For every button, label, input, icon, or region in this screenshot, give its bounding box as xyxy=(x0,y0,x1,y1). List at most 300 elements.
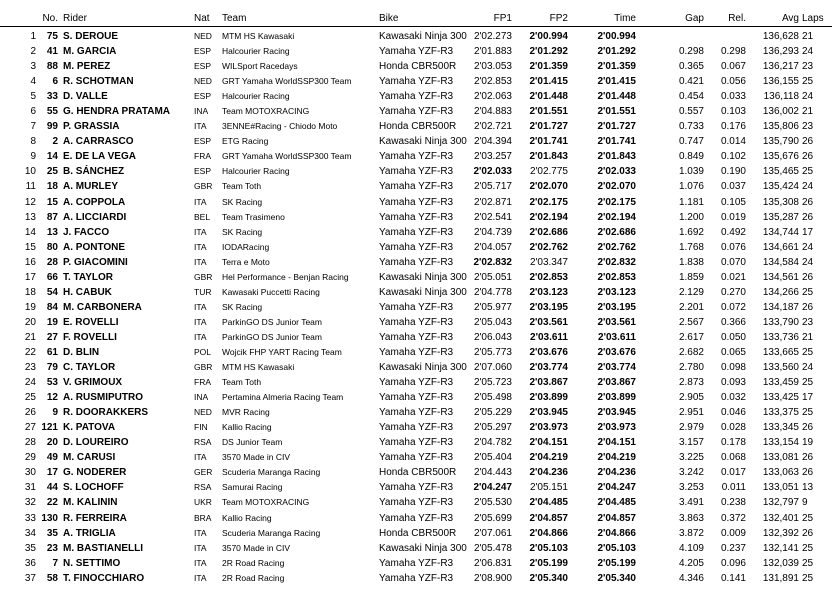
position-cell: 11 xyxy=(25,181,36,193)
relative-gap-cell: 0.056 xyxy=(720,76,746,88)
relative-gap-cell: 0.103 xyxy=(720,106,746,118)
team-cell: SK Racing xyxy=(222,301,263,312)
fp1-time-cell: 2'04.739 xyxy=(473,226,512,238)
rider-name-cell: R. DOORAKKERS xyxy=(63,407,149,419)
table-row xyxy=(0,556,832,571)
gap-cell: 0.298 xyxy=(678,46,704,58)
relative-gap-cell: 0.176 xyxy=(720,121,746,133)
header-fp2: FP2 xyxy=(549,13,568,24)
table-row xyxy=(0,149,832,164)
fp1-time-cell: 2'02.541 xyxy=(473,211,512,223)
team-cell: MTM HS Kawasaki xyxy=(222,31,295,41)
average-speed-cell: 133,459 xyxy=(762,377,799,389)
position-cell: 13 xyxy=(24,211,36,223)
laps-cell: 13 xyxy=(802,482,814,494)
laps-cell: 26 xyxy=(802,452,814,464)
table-row xyxy=(0,44,832,59)
average-speed-cell: 134,661 xyxy=(762,241,799,253)
fp2-time-cell: 2'01.292 xyxy=(529,46,568,58)
relative-gap-cell: 0.093 xyxy=(720,377,746,389)
laps-cell: 24 xyxy=(802,362,814,374)
nationality-cell: GBR xyxy=(194,181,213,192)
fp1-time-cell: 2'02.721 xyxy=(473,121,512,133)
average-speed-cell: 136,155 xyxy=(762,76,799,88)
rider-number-cell: 35 xyxy=(46,527,58,539)
position-cell: 10 xyxy=(24,166,36,178)
rider-number-cell: 41 xyxy=(46,46,58,58)
bike-cell: Yamaha YZF-R3 xyxy=(379,557,454,569)
table-row xyxy=(0,345,832,360)
rider-number-cell: 33 xyxy=(46,91,58,103)
rider-number-cell: 87 xyxy=(46,211,58,223)
rider-name-cell: D. VALLE xyxy=(63,91,108,103)
fp1-time-cell: 2'05.051 xyxy=(473,271,512,283)
average-speed-cell: 135,287 xyxy=(762,211,799,223)
best-time-cell: 2'02.762 xyxy=(597,241,636,253)
laps-cell: 23 xyxy=(802,316,814,328)
average-speed-cell: 133,560 xyxy=(762,362,799,374)
rider-number-cell: 27 xyxy=(46,331,58,343)
table-row xyxy=(0,571,832,586)
laps-cell: 21 xyxy=(802,331,814,343)
rider-number-cell: 44 xyxy=(46,482,58,494)
laps-cell: 26 xyxy=(802,422,814,434)
nationality-cell: ITA xyxy=(194,256,207,267)
team-cell: Kawasaki Puccetti Racing xyxy=(222,286,320,297)
fp1-time-cell: 2'05.717 xyxy=(473,181,512,193)
relative-gap-cell: 0.065 xyxy=(720,346,746,358)
table-row xyxy=(0,225,832,240)
relative-gap-cell: 0.037 xyxy=(720,181,746,193)
gap-cell: 2.682 xyxy=(678,346,704,358)
fp1-time-cell: 2'05.498 xyxy=(473,392,512,404)
nationality-cell: FRA xyxy=(194,377,211,388)
fp2-time-cell: 2'01.727 xyxy=(529,121,568,133)
fp1-time-cell: 2'02.832 xyxy=(473,256,512,268)
fp1-time-cell: 2'08.900 xyxy=(473,572,512,584)
rider-name-cell: C. TAYLOR xyxy=(63,362,116,374)
position-cell: 37 xyxy=(24,572,36,584)
relative-gap-cell: 0.372 xyxy=(720,512,746,524)
team-cell: Team MOTOXRACING xyxy=(222,497,310,508)
best-time-cell: 2'04.219 xyxy=(597,452,636,464)
laps-cell: 23 xyxy=(802,61,814,73)
position-cell: 17 xyxy=(24,271,36,283)
average-speed-cell: 134,584 xyxy=(762,256,799,268)
rider-number-cell: 2 xyxy=(52,136,58,148)
bike-cell: Yamaha YZF-R3 xyxy=(379,316,454,328)
laps-cell: 21 xyxy=(802,31,814,42)
position-cell: 20 xyxy=(24,316,36,328)
average-speed-cell: 133,790 xyxy=(762,316,799,328)
bike-cell: Yamaha YZF-R3 xyxy=(379,422,454,434)
best-time-cell: 2'05.103 xyxy=(597,542,636,554)
nationality-cell: INA xyxy=(194,106,209,117)
rider-name-cell: B. SÁNCHEZ xyxy=(63,166,125,178)
best-time-cell: 2'01.551 xyxy=(597,106,636,118)
rider-number-cell: 75 xyxy=(46,31,58,42)
nationality-cell: ITA xyxy=(194,316,207,327)
gap-cell: 4.109 xyxy=(678,542,704,554)
rider-name-cell: T. TAYLOR xyxy=(63,271,114,283)
rider-name-cell: A. RUSMIPUTRO xyxy=(63,392,143,404)
table-row xyxy=(0,119,832,134)
table-row xyxy=(0,285,832,300)
fp1-time-cell: 2'05.229 xyxy=(473,407,512,419)
team-cell: 3570 Made in CIV xyxy=(222,542,291,553)
table-row xyxy=(0,255,832,270)
rider-number-cell: 55 xyxy=(46,106,58,118)
fp2-time-cell: 2'03.899 xyxy=(529,392,568,404)
best-time-cell: 2'04.236 xyxy=(597,467,636,479)
position-cell: 26 xyxy=(24,407,36,419)
fp1-time-cell: 2'02.853 xyxy=(473,76,512,88)
bike-cell: Kawasaki Ninja 300 xyxy=(379,542,467,554)
table-row xyxy=(0,29,832,44)
gap-cell: 2.617 xyxy=(678,331,704,343)
position-cell: 33 xyxy=(24,512,36,524)
header-gap: Gap xyxy=(685,13,704,24)
gap-cell: 0.421 xyxy=(678,76,704,88)
rider-number-cell: 66 xyxy=(46,271,58,283)
team-cell: Halcourier Racing xyxy=(222,166,290,177)
fp2-time-cell: 2'03.945 xyxy=(529,407,568,419)
rider-number-cell: 79 xyxy=(46,362,58,374)
team-cell: ParkinGO DS Junior Team xyxy=(222,316,322,327)
relative-gap-cell: 0.102 xyxy=(720,151,746,163)
position-cell: 36 xyxy=(24,557,36,569)
fp2-time-cell: 2'03.561 xyxy=(529,316,568,328)
fp2-time-cell: 2'03.973 xyxy=(529,422,568,434)
bike-cell: Yamaha YZF-R3 xyxy=(379,437,454,449)
fp2-time-cell: 2'03.195 xyxy=(529,301,568,313)
laps-cell: 25 xyxy=(802,377,814,389)
rider-number-cell: 80 xyxy=(46,241,58,253)
rider-name-cell: J. FACCO xyxy=(63,226,110,238)
team-cell: Wojcik FHP YART Racing Team xyxy=(222,346,342,357)
rider-number-cell: 121 xyxy=(41,422,58,434)
relative-gap-cell: 0.017 xyxy=(720,467,746,479)
best-time-cell: 2'02.853 xyxy=(597,271,636,283)
bike-cell: Yamaha YZF-R3 xyxy=(379,301,454,313)
laps-cell: 25 xyxy=(802,286,814,298)
fp2-time-cell: 2'03.123 xyxy=(529,286,568,298)
best-time-cell: 2'05.199 xyxy=(597,557,636,569)
bike-cell: Honda CBR500R xyxy=(379,467,457,479)
team-cell: Team MOTOXRACING xyxy=(222,106,310,117)
average-speed-cell: 134,744 xyxy=(762,226,799,238)
fp1-time-cell: 2'05.297 xyxy=(473,422,512,434)
average-speed-cell: 132,141 xyxy=(762,542,799,554)
gap-cell: 1.076 xyxy=(678,181,704,193)
team-cell: IODARacing xyxy=(222,241,270,252)
relative-gap-cell: 0.028 xyxy=(720,422,746,434)
rider-number-cell: 19 xyxy=(46,316,58,328)
position-cell: 2 xyxy=(30,46,36,58)
best-time-cell: 2'01.292 xyxy=(597,46,636,58)
average-speed-cell: 136,628 xyxy=(762,31,799,42)
nationality-cell: ITA xyxy=(194,121,207,132)
rider-name-cell: D. BLIN xyxy=(63,346,100,358)
fp1-time-cell: 2'05.723 xyxy=(473,377,512,389)
best-time-cell: 2'02.070 xyxy=(597,181,636,193)
rider-name-cell: M. GARCIA xyxy=(63,46,117,58)
rider-name-cell: V. GRIMOUX xyxy=(63,377,123,389)
relative-gap-cell: 0.141 xyxy=(720,572,746,584)
nationality-cell: ITA xyxy=(194,226,207,237)
bike-cell: Yamaha YZF-R3 xyxy=(379,407,454,419)
fp2-time-cell: 2'04.866 xyxy=(529,527,568,539)
position-cell: 29 xyxy=(24,452,36,464)
team-cell: Team Toth xyxy=(222,181,262,192)
fp2-time-cell: 2'05.151 xyxy=(529,482,568,494)
best-time-cell: 2'04.485 xyxy=(597,497,636,509)
relative-gap-cell: 0.014 xyxy=(720,136,746,148)
fp2-time-cell: 2'01.415 xyxy=(529,76,568,88)
table-row xyxy=(0,179,832,194)
rider-number-cell: 13 xyxy=(46,226,58,238)
laps-cell: 25 xyxy=(802,512,814,524)
best-time-cell: 2'03.945 xyxy=(597,407,636,419)
gap-cell: 1.859 xyxy=(678,271,704,283)
rider-name-cell: M. KALININ xyxy=(63,497,118,509)
fp1-time-cell: 2'04.394 xyxy=(473,136,512,148)
best-time-cell: 2'05.340 xyxy=(597,572,636,584)
position-cell: 22 xyxy=(24,346,36,358)
relative-gap-cell: 0.492 xyxy=(720,226,746,238)
position-cell: 27 xyxy=(24,422,36,434)
fp2-time-cell: 2'02.686 xyxy=(529,226,568,238)
table-row xyxy=(0,330,832,345)
average-speed-cell: 132,797 xyxy=(762,497,799,509)
header-rider: Rider xyxy=(63,13,87,24)
position-cell: 34 xyxy=(24,527,36,539)
laps-cell: 24 xyxy=(802,241,814,253)
table-row xyxy=(0,526,832,541)
rider-name-cell: A. MURLEY xyxy=(63,181,118,193)
best-time-cell: 2'00.994 xyxy=(597,31,636,42)
table-row xyxy=(0,210,832,225)
relative-gap-cell: 0.366 xyxy=(720,316,746,328)
position-cell: 19 xyxy=(24,301,36,313)
fp1-time-cell: 2'06.831 xyxy=(473,557,512,569)
laps-cell: 25 xyxy=(802,346,814,358)
bike-cell: Honda CBR500R xyxy=(379,61,457,73)
relative-gap-cell: 0.298 xyxy=(720,46,746,58)
gap-cell: 2.780 xyxy=(678,362,704,374)
gap-cell: 0.747 xyxy=(678,136,704,148)
bike-cell: Yamaha YZF-R3 xyxy=(379,166,454,178)
bike-cell: Yamaha YZF-R3 xyxy=(379,46,454,58)
relative-gap-cell: 0.033 xyxy=(720,91,746,103)
team-cell: Halcourier Racing xyxy=(222,91,290,102)
best-time-cell: 2'04.857 xyxy=(597,512,636,524)
team-cell: SK Racing xyxy=(222,226,263,237)
fp1-time-cell: 2'05.043 xyxy=(473,316,512,328)
bike-cell: Yamaha YZF-R3 xyxy=(379,151,454,163)
bike-cell: Honda CBR500R xyxy=(379,121,457,133)
average-speed-cell: 134,266 xyxy=(762,286,799,298)
average-speed-cell: 133,736 xyxy=(762,331,799,343)
rider-number-cell: 49 xyxy=(46,452,58,464)
best-time-cell: 2'02.194 xyxy=(597,211,636,223)
table-row xyxy=(0,59,832,74)
fp1-time-cell: 2'05.404 xyxy=(473,452,512,464)
nationality-cell: ITA xyxy=(194,557,207,568)
gap-cell: 3.157 xyxy=(678,437,704,449)
table-row xyxy=(0,360,832,375)
fp2-time-cell: 2'05.199 xyxy=(529,557,568,569)
nationality-cell: BEL xyxy=(194,211,211,222)
bike-cell: Yamaha YZF-R3 xyxy=(379,392,454,404)
fp2-time-cell: 2'03.676 xyxy=(529,346,568,358)
nationality-cell: RSA xyxy=(194,437,212,448)
gap-cell: 2.129 xyxy=(678,286,704,298)
gap-cell: 1.181 xyxy=(678,196,704,208)
bike-cell: Kawasaki Ninja 300 xyxy=(379,286,467,298)
fp1-time-cell: 2'05.773 xyxy=(473,346,512,358)
header-time: Time xyxy=(614,13,636,24)
laps-cell: 19 xyxy=(802,437,814,449)
bike-cell: Yamaha YZF-R3 xyxy=(379,256,454,268)
rider-name-cell: M. BASTIANELLI xyxy=(63,542,143,554)
bike-cell: Yamaha YZF-R3 xyxy=(379,346,454,358)
gap-cell: 1.200 xyxy=(678,211,704,223)
fp2-time-cell: 2'04.236 xyxy=(529,467,568,479)
team-cell: 2R Road Racing xyxy=(222,557,285,568)
bike-cell: Yamaha YZF-R3 xyxy=(379,497,454,509)
best-time-cell: 2'02.686 xyxy=(597,226,636,238)
laps-cell: 17 xyxy=(802,226,814,238)
rider-name-cell: P. GIACOMINI xyxy=(63,256,128,268)
laps-cell: 23 xyxy=(802,121,814,133)
relative-gap-cell: 0.072 xyxy=(720,301,746,313)
rider-number-cell: 53 xyxy=(46,377,58,389)
position-cell: 12 xyxy=(24,196,36,208)
laps-cell: 25 xyxy=(802,557,814,569)
fp1-time-cell: 2'07.061 xyxy=(473,527,512,539)
nationality-cell: ESP xyxy=(194,61,212,72)
bike-cell: Yamaha YZF-R3 xyxy=(379,181,454,193)
gap-cell: 2.979 xyxy=(678,422,704,434)
team-cell: Team Toth xyxy=(222,377,262,388)
rider-number-cell: 54 xyxy=(46,286,58,298)
position-cell: 15 xyxy=(24,241,36,253)
nationality-cell: GER xyxy=(194,467,213,478)
bike-cell: Yamaha YZF-R3 xyxy=(379,331,454,343)
rider-number-cell: 88 xyxy=(46,61,58,73)
fp1-time-cell: 2'02.033 xyxy=(473,166,512,178)
results-table xyxy=(0,29,832,586)
table-row xyxy=(0,104,832,119)
nationality-cell: BRA xyxy=(194,512,212,523)
team-cell: Terra e Moto xyxy=(222,256,270,267)
rider-number-cell: 22 xyxy=(46,497,58,509)
fp2-time-cell: 2'04.151 xyxy=(529,437,568,449)
relative-gap-cell: 0.046 xyxy=(720,407,746,419)
header-rel: Rel. xyxy=(728,13,746,24)
rider-number-cell: 12 xyxy=(46,392,58,404)
laps-cell: 25 xyxy=(802,407,814,419)
team-cell: Kallio Racing xyxy=(222,512,272,523)
best-time-cell: 2'03.195 xyxy=(597,301,636,313)
average-speed-cell: 134,187 xyxy=(762,301,799,313)
average-speed-cell: 133,154 xyxy=(762,437,799,449)
nationality-cell: ITA xyxy=(194,572,207,583)
team-cell: Kallio Racing xyxy=(222,422,272,433)
fp1-time-cell: 2'04.782 xyxy=(473,437,512,449)
gap-cell: 3.242 xyxy=(678,467,704,479)
laps-cell: 26 xyxy=(802,151,814,163)
rider-number-cell: 84 xyxy=(46,301,58,313)
rider-number-cell: 17 xyxy=(46,467,58,479)
team-cell: 3ENNE#Racing - Chiodo Moto xyxy=(222,121,338,132)
best-time-cell: 2'04.247 xyxy=(597,482,636,494)
laps-cell: 26 xyxy=(802,301,814,313)
table-row xyxy=(0,541,832,556)
rider-name-cell: M. CARUSI xyxy=(63,452,116,464)
header-divider xyxy=(0,26,832,27)
header-bike: Bike xyxy=(379,13,399,24)
best-time-cell: 2'03.561 xyxy=(597,316,636,328)
nationality-cell: ITA xyxy=(194,196,207,207)
rider-number-cell: 99 xyxy=(46,121,58,133)
relative-gap-cell: 0.019 xyxy=(720,211,746,223)
nationality-cell: RSA xyxy=(194,482,212,493)
average-speed-cell: 136,002 xyxy=(762,106,799,118)
best-time-cell: 2'01.741 xyxy=(597,136,636,148)
relative-gap-cell: 0.237 xyxy=(720,542,746,554)
fp1-time-cell: 2'04.883 xyxy=(473,106,512,118)
table-row xyxy=(0,435,832,450)
gap-cell: 0.454 xyxy=(678,91,704,103)
position-cell: 25 xyxy=(24,392,36,404)
fp1-time-cell: 2'04.778 xyxy=(473,286,512,298)
position-cell: 24 xyxy=(24,377,36,389)
nationality-cell: NED xyxy=(194,407,212,418)
relative-gap-cell: 0.032 xyxy=(720,392,746,404)
relative-gap-cell: 0.068 xyxy=(720,452,746,464)
average-speed-cell: 133,051 xyxy=(762,482,799,494)
best-time-cell: 2'02.033 xyxy=(597,166,636,178)
rider-number-cell: 15 xyxy=(46,196,58,208)
table-row xyxy=(0,480,832,495)
gap-cell: 2.873 xyxy=(678,377,704,389)
fp1-time-cell: 2'05.977 xyxy=(473,301,512,313)
fp2-time-cell: 2'03.347 xyxy=(529,256,568,268)
gap-cell: 2.567 xyxy=(678,316,704,328)
relative-gap-cell: 0.270 xyxy=(720,286,746,298)
nationality-cell: NED xyxy=(194,31,212,41)
rider-name-cell: A. LICCIARDI xyxy=(63,211,127,223)
relative-gap-cell: 0.067 xyxy=(720,61,746,73)
nationality-cell: ITA xyxy=(194,241,207,252)
nationality-cell: UKR xyxy=(194,497,212,508)
bike-cell: Yamaha YZF-R3 xyxy=(379,241,454,253)
bike-cell: Yamaha YZF-R3 xyxy=(379,106,454,118)
bike-cell: Yamaha YZF-R3 xyxy=(379,452,454,464)
position-cell: 5 xyxy=(30,91,36,103)
average-speed-cell: 135,308 xyxy=(762,196,799,208)
fp2-time-cell: 2'02.853 xyxy=(529,271,568,283)
gap-cell: 0.557 xyxy=(678,106,704,118)
relative-gap-cell: 0.190 xyxy=(720,166,746,178)
nationality-cell: POL xyxy=(194,346,212,357)
fp1-time-cell: 2'02.273 xyxy=(473,31,512,42)
rider-number-cell: 28 xyxy=(46,256,58,268)
team-cell: Samurai Racing xyxy=(222,482,283,493)
position-cell: 14 xyxy=(24,226,36,238)
